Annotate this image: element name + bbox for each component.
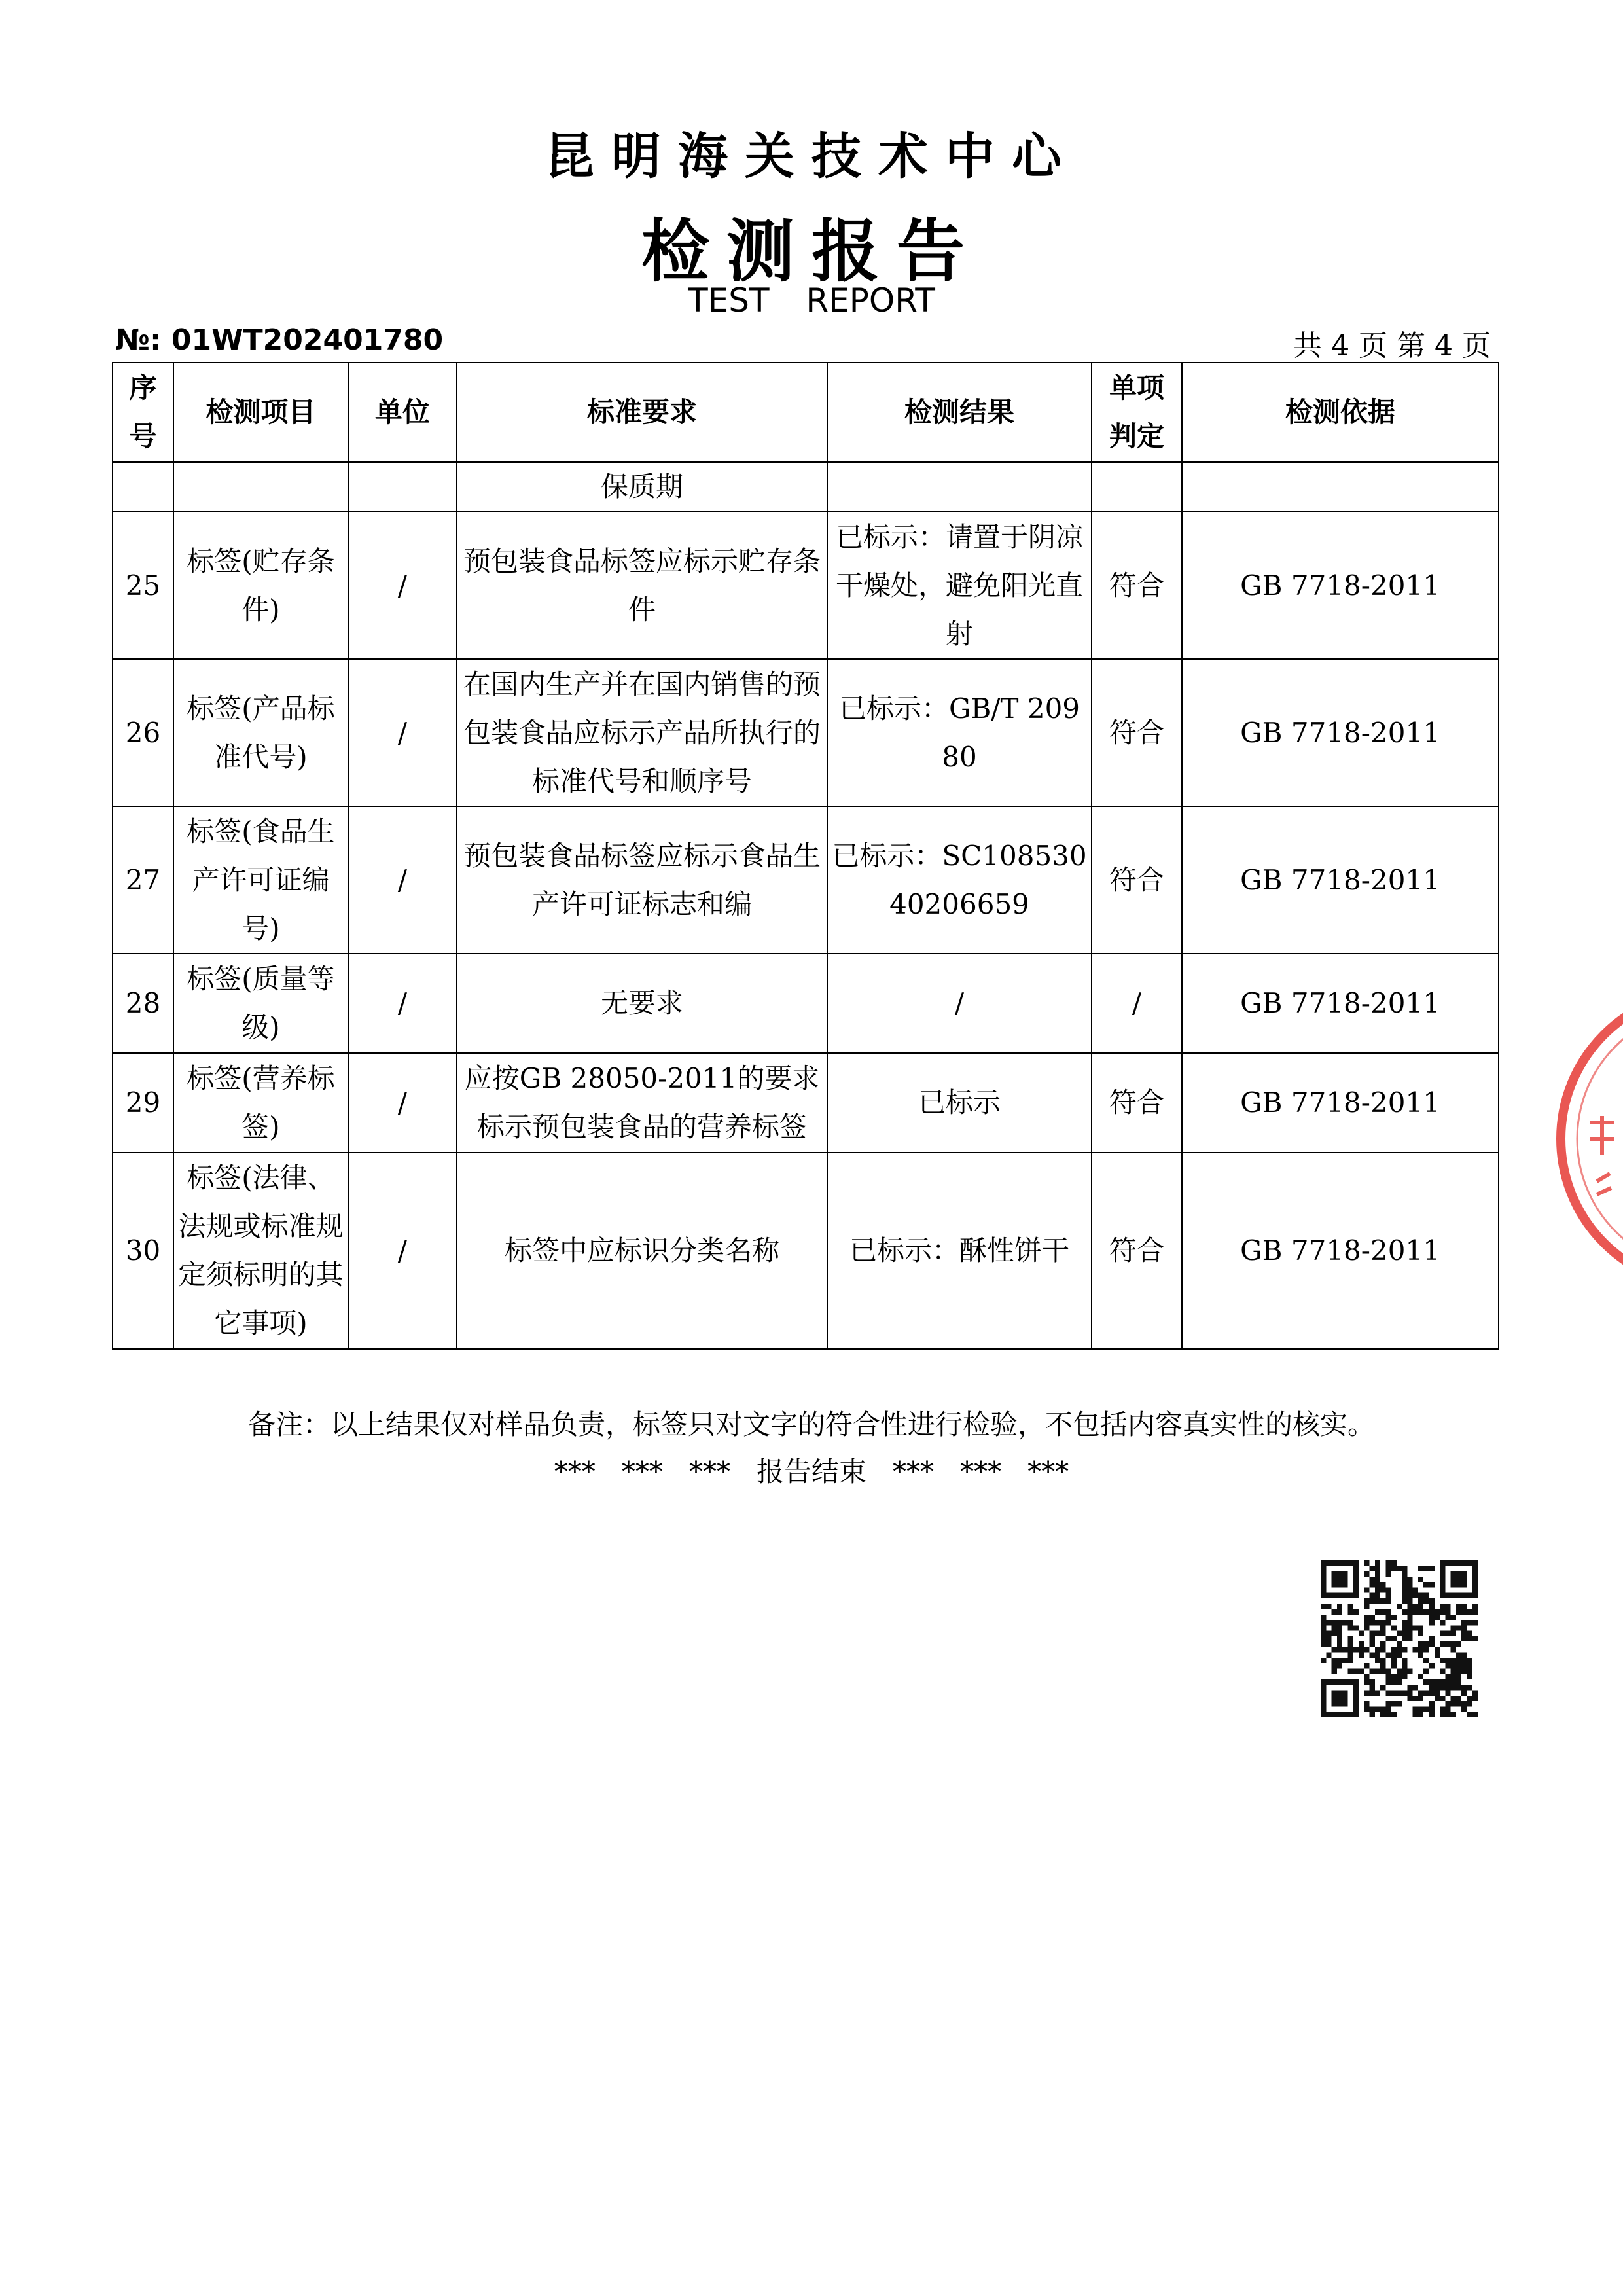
- table-cell: [113, 462, 173, 512]
- table-cell: 应按GB 28050-2011的要求标示预包装食品的营养标签: [457, 1053, 827, 1153]
- table-cell: 预包装食品标签应标示贮存条件: [457, 512, 827, 659]
- column-header: 检测项目: [173, 363, 348, 462]
- table-cell: GB 7718-2011: [1182, 512, 1499, 659]
- table-cell: /: [1092, 954, 1182, 1053]
- table-cell: 符合: [1092, 1153, 1182, 1349]
- table-cell: 已标示：请置于阴凉干燥处，避免阳光直射: [827, 512, 1092, 659]
- table-row: [113, 512, 1499, 659]
- table-cell: 标签中应标识分类名称: [457, 1153, 827, 1349]
- table-cell: 标签(贮存条件): [173, 512, 348, 659]
- table-cell: /: [348, 512, 457, 659]
- column-header: 检测依据: [1182, 363, 1499, 462]
- column-header: 序号: [113, 363, 173, 462]
- page-info: 共 4 页 第 4 页: [1293, 329, 1491, 363]
- table-cell: 保质期: [457, 462, 827, 512]
- table-cell: 在国内生产并在国内销售的预包装食品应标示产品所执行的标准代号和顺序号: [457, 659, 827, 806]
- qr-code-icon[interactable]: [1321, 1560, 1478, 1717]
- table-cell: /: [827, 954, 1092, 1053]
- table-cell: [348, 462, 457, 512]
- table-cell: 符合: [1092, 806, 1182, 954]
- table-cell: 标签(产品标准代号): [173, 659, 348, 806]
- table-cell: 已标示：GB/T 20980: [827, 659, 1092, 806]
- table-cell: 已标示：酥性饼干: [827, 1153, 1092, 1349]
- table-cell: [173, 462, 348, 512]
- results-table: [112, 362, 1499, 1350]
- table-cell: 已标示：SC10853040206659: [827, 806, 1092, 954]
- table-cell: 已标示: [827, 1053, 1092, 1153]
- table-cell: [1092, 462, 1182, 512]
- report-end-line: *** *** *** 报告结束 *** *** ***: [554, 1456, 1069, 1488]
- table-cell: 无要求: [457, 954, 827, 1053]
- table-cell: GB 7718-2011: [1182, 1053, 1499, 1153]
- column-header: 单项判定: [1092, 363, 1182, 462]
- remark-note: 备注：以上结果仅对样品负责，标签只对文字的符合性进行检验，不包括内容真实性的核实。: [247, 1408, 1375, 1441]
- column-header: 标准要求: [457, 363, 827, 462]
- table-cell: 标签(营养标签): [173, 1053, 348, 1153]
- table-cell: 符合: [1092, 659, 1182, 806]
- table-cell: 26: [113, 659, 173, 806]
- table-row: [113, 1053, 1499, 1153]
- table-cell: [1182, 462, 1499, 512]
- table-row-continuation: [113, 462, 1499, 512]
- table-cell: GB 7718-2011: [1182, 659, 1499, 806]
- table-cell: 预包装食品标签应标示食品生产许可证标志和编: [457, 806, 827, 954]
- table-row: [113, 1153, 1499, 1349]
- table-cell: 标签(法律、法规或标准规定须标明的其它事项): [173, 1153, 348, 1349]
- table-cell: /: [348, 806, 457, 954]
- report-number: №: 01WT202401780: [115, 323, 444, 357]
- table-cell: 符合: [1092, 1053, 1182, 1153]
- table-cell: 28: [113, 954, 173, 1053]
- table-cell: 25: [113, 512, 173, 659]
- column-header: 检测结果: [827, 363, 1092, 462]
- table-cell: 标签(食品生产许可证编号): [173, 806, 348, 954]
- table-cell: /: [348, 954, 457, 1053]
- table-cell: /: [348, 1053, 457, 1153]
- table-cell: GB 7718-2011: [1182, 1153, 1499, 1349]
- table-cell: 标签(质量等级): [173, 954, 348, 1053]
- table-cell: 30: [113, 1153, 173, 1349]
- table-cell: [827, 462, 1092, 512]
- organization-name: 昆明海关技术中心: [544, 127, 1079, 185]
- table-cell: /: [348, 659, 457, 806]
- table-cell: 29: [113, 1053, 173, 1153]
- table-cell: GB 7718-2011: [1182, 806, 1499, 954]
- table-cell: GB 7718-2011: [1182, 954, 1499, 1053]
- table-cell: 符合: [1092, 512, 1182, 659]
- table-header-row: [113, 363, 1499, 462]
- table-row: [113, 659, 1499, 806]
- report-title: 检测报告: [641, 211, 982, 291]
- official-seal-mark: [1544, 1008, 1623, 1270]
- table-row: [113, 954, 1499, 1053]
- report-subtitle: TEST REPORT: [688, 281, 935, 319]
- table-row: [113, 806, 1499, 954]
- table-cell: /: [348, 1153, 457, 1349]
- table-cell: 27: [113, 806, 173, 954]
- column-header: 单位: [348, 363, 457, 462]
